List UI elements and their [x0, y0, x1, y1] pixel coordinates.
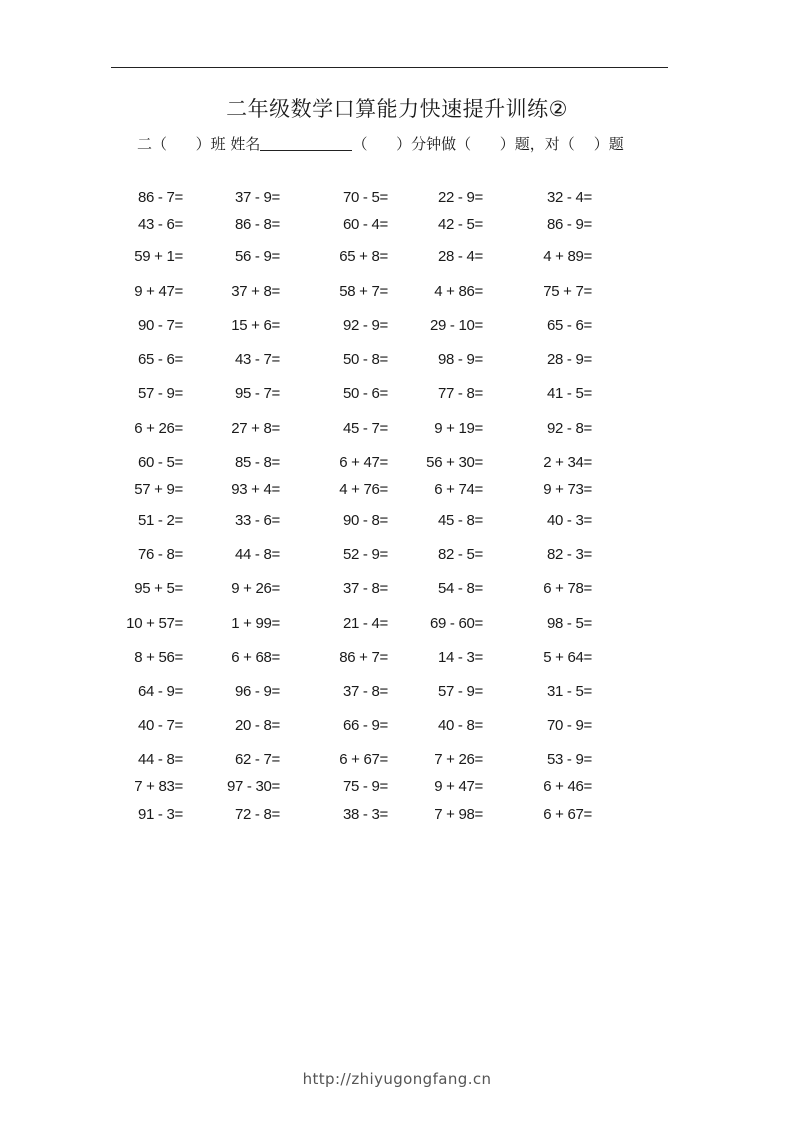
problem-item: 60 - 5=: [137, 454, 183, 471]
problem-item: 82 - 3=: [546, 546, 592, 563]
problem-item: 20 - 8=: [234, 717, 280, 734]
problem-item: 60 - 4=: [342, 216, 388, 233]
problem-item: 43 - 7=: [234, 351, 280, 368]
problem-item: 95 + 5=: [134, 580, 183, 597]
problem-item: 15 + 6=: [231, 317, 280, 334]
problem-item: 95 - 7=: [234, 385, 280, 402]
problem-item: 32 - 4=: [546, 189, 592, 206]
problem-item: 59 + 1=: [134, 248, 183, 265]
problem-item: 41 - 5=: [546, 385, 592, 402]
problem-item: 70 - 5=: [342, 189, 388, 206]
problem-item: 40 - 3=: [546, 512, 592, 529]
problem-item: 9 + 73=: [543, 481, 592, 498]
problem-item: 45 - 7=: [342, 420, 388, 437]
problem-item: 9 + 19=: [434, 420, 483, 437]
page-title: 二年级数学口算能力快速提升训练②: [226, 97, 568, 121]
correct-label: ）题: [593, 135, 624, 153]
problem-item: 54 - 8=: [437, 580, 483, 597]
problem-item: 4 + 86=: [434, 283, 483, 300]
problem-item: 6 + 67=: [543, 806, 592, 823]
name-label: 姓名: [230, 135, 261, 153]
problem-item: 10 + 57=: [126, 615, 183, 632]
problem-item: 40 - 7=: [137, 717, 183, 734]
problem-item: 9 + 47=: [434, 778, 483, 795]
student-info-line: [137, 133, 624, 154]
problem-item: 98 - 9=: [437, 351, 483, 368]
problem-item: 50 - 8=: [342, 351, 388, 368]
problem-item: 86 + 7=: [339, 649, 388, 666]
problem-item: 96 - 9=: [234, 683, 280, 700]
problem-item: 8 + 56=: [134, 649, 183, 666]
problem-item: 6 + 68=: [231, 649, 280, 666]
minutes-label: ）分钟做（: [396, 135, 472, 153]
problem-item: 5 + 64=: [543, 649, 592, 666]
grade-label: 二（: [137, 135, 168, 153]
problem-item: 57 - 9=: [437, 683, 483, 700]
problem-item: 51 - 2=: [137, 512, 183, 529]
problem-item: 37 - 9=: [234, 189, 280, 206]
problem-item: 40 - 8=: [437, 717, 483, 734]
problem-item: 86 - 8=: [234, 216, 280, 233]
problem-item: 90 - 8=: [342, 512, 388, 529]
paren-open: （: [352, 135, 368, 153]
problem-item: 37 - 8=: [342, 580, 388, 597]
problem-item: 6 + 67=: [339, 751, 388, 768]
problem-item: 6 + 47=: [339, 454, 388, 471]
problem-item: 90 - 7=: [137, 317, 183, 334]
problem-item: 27 + 8=: [231, 420, 280, 437]
problem-item: 56 + 30=: [426, 454, 483, 471]
problem-item: 21 - 4=: [342, 615, 388, 632]
questions-label: ）题，对（: [499, 135, 575, 153]
problem-item: 9 + 47=: [134, 283, 183, 300]
problem-item: 77 - 8=: [437, 385, 483, 402]
problem-item: 58 + 7=: [339, 283, 388, 300]
problem-item: 44 - 8=: [234, 546, 280, 563]
problem-item: 29 - 10=: [429, 317, 483, 334]
problem-item: 9 + 26=: [231, 580, 280, 597]
problem-item: 92 - 8=: [546, 420, 592, 437]
problem-item: 69 - 60=: [429, 615, 483, 632]
problem-item: 57 - 9=: [137, 385, 183, 402]
problem-item: 75 + 7=: [543, 283, 592, 300]
problem-item: 64 - 9=: [137, 683, 183, 700]
header-rule: [111, 67, 668, 68]
problem-item: 42 - 5=: [437, 216, 483, 233]
problem-item: 14 - 3=: [437, 649, 483, 666]
problem-item: 65 - 6=: [546, 317, 592, 334]
problem-item: 28 - 9=: [546, 351, 592, 368]
problem-item: 37 - 8=: [342, 683, 388, 700]
problem-item: 97 - 30=: [226, 778, 280, 795]
problem-item: 85 - 8=: [234, 454, 280, 471]
problem-item: 6 + 74=: [434, 481, 483, 498]
problem-item: 28 - 4=: [437, 248, 483, 265]
problem-item: 7 + 98=: [434, 806, 483, 823]
problem-item: 50 - 6=: [342, 385, 388, 402]
problem-item: 75 - 9=: [342, 778, 388, 795]
problem-item: 7 + 26=: [434, 751, 483, 768]
problem-item: 86 - 7=: [137, 189, 183, 206]
problem-item: 98 - 5=: [546, 615, 592, 632]
problem-item: 6 + 46=: [543, 778, 592, 795]
problem-item: 70 - 9=: [546, 717, 592, 734]
problem-item: 53 - 9=: [546, 751, 592, 768]
problem-item: 33 - 6=: [234, 512, 280, 529]
problem-item: 44 - 8=: [137, 751, 183, 768]
problem-item: 65 + 8=: [339, 248, 388, 265]
name-blank[interactable]: [260, 136, 352, 151]
problem-item: 72 - 8=: [234, 806, 280, 823]
problem-item: 56 - 9=: [234, 248, 280, 265]
problem-item: 93 + 4=: [231, 481, 280, 498]
problem-item: 82 - 5=: [437, 546, 483, 563]
problem-item: 92 - 9=: [342, 317, 388, 334]
footer-url: http://zhiyugongfang.cn: [302, 1070, 492, 1088]
problem-item: 91 - 3=: [137, 806, 183, 823]
problem-item: 22 - 9=: [437, 189, 483, 206]
problem-item: 86 - 9=: [546, 216, 592, 233]
problem-item: 6 + 26=: [134, 420, 183, 437]
problem-item: 37 + 8=: [231, 283, 280, 300]
problem-item: 4 + 89=: [543, 248, 592, 265]
problem-item: 43 - 6=: [137, 216, 183, 233]
problem-item: 2 + 34=: [543, 454, 592, 471]
problem-item: 31 - 5=: [546, 683, 592, 700]
problem-item: 62 - 7=: [234, 751, 280, 768]
problem-item: 1 + 99=: [231, 615, 280, 632]
problem-item: 52 - 9=: [342, 546, 388, 563]
class-label: ）班: [195, 135, 226, 153]
problem-item: 66 - 9=: [342, 717, 388, 734]
problem-item: 57 + 9=: [134, 481, 183, 498]
problem-item: 38 - 3=: [342, 806, 388, 823]
problem-item: 76 - 8=: [137, 546, 183, 563]
problem-item: 65 - 6=: [137, 351, 183, 368]
problem-item: 6 + 78=: [543, 580, 592, 597]
problem-item: 45 - 8=: [437, 512, 483, 529]
problem-item: 4 + 76=: [339, 481, 388, 498]
problem-item: 7 + 83=: [134, 778, 183, 795]
